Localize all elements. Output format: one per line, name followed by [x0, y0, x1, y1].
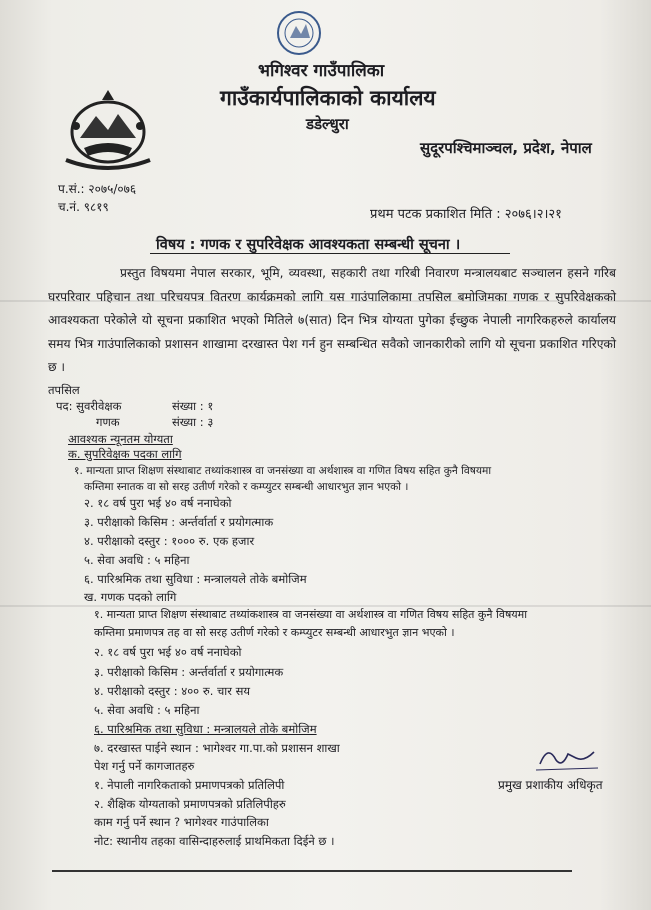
supervisor-item: ४. परीक्षाको दस्तुर : १००० रु. एक हजार — [84, 534, 255, 548]
tapasil-label: तपसिल — [48, 383, 80, 397]
supervisor-item: कम्तिमा स्नातक वा सो सरह उतीर्ण गरेको र कम्प्युटर सम्बन्धी आधारभुत ज्ञान भएको । — [84, 481, 409, 493]
office-title: गाउँकार्यपालिकाको कार्यालय — [220, 86, 436, 110]
supervisor-item: १. मान्यता प्राप्त शिक्षण संस्थाबाट तथ्यांकशास्त्र वा जनसंख्या वा अर्थशास्त्र वा गणित विषय सहित कुनै विषयमा — [74, 465, 492, 477]
subject-heading: विषय : गणक र सुपरिवेक्षक आवश्यकता सम्बन्धी सूचना । — [156, 237, 461, 253]
subject-underline — [150, 253, 510, 254]
enumerator-item: नोट: स्थानीय तहका वासिन्दाहरुलाई प्राथमिकता दिईने छ । — [94, 834, 335, 848]
supervisor-item: २. १८ वर्ष पुरा भई ४० वर्ष ननाघेको — [84, 496, 232, 510]
region-name: सुदूरपश्चिमाञ्चल, प्रदेश, नेपाल — [420, 139, 592, 157]
post-enumerator: गणक — [96, 415, 120, 429]
supervisor-heading: क. सुपरिवेक्षक पदका लागि — [68, 447, 182, 461]
dispatch-number: च.नं. ९८१९ — [58, 200, 109, 214]
post-supervisor-count: संख्या : १ — [172, 399, 214, 413]
post-enumerator-count: संख्या : ३ — [172, 415, 214, 429]
supervisor-item: ५. सेवा अवधि : ५ महिना — [84, 553, 190, 567]
enumerator-item: ४. परीक्षाको दस्तुर : ४०० रु. चार सय — [94, 684, 251, 698]
supervisor-item: ३. परीक्षाको किसिम : अर्न्तर्वार्ता र प्रयोगत्माक — [84, 515, 274, 529]
bottom-rule — [52, 870, 572, 872]
publish-date: प्रथम पटक प्रकाशित मिति : २०७६।२।२१ — [370, 207, 562, 222]
min-qualification-heading: आवश्यक न्यूनतम योग्यता — [68, 432, 173, 446]
enumerator-item: कम्तिमा प्रमाणपत्र तह वा सो सरह उतीर्ण गरेको र कम्प्युटर सम्बन्धी आधारभुत ज्ञान भएको । — [94, 626, 455, 639]
enumerator-item: १. मान्यता प्राप्त शिक्षण संस्थाबाट तथ्यांकशास्त्र वा जनसंख्या वा अर्थशास्त्र वा गणित विषय सहित कुनै विषयमा — [94, 608, 528, 621]
enumerator-item: ५. सेवा अवधि : ५ महिना — [94, 703, 200, 717]
enumerator-item: २. १८ वर्ष पुरा भई ४० वर्ष ननाघेको — [94, 645, 242, 659]
enumerator-item: ६. पारिश्रमिक तथा सुविधा : मन्त्रालयले तोके बमोजिम — [94, 722, 317, 736]
district-name: डडेल्धुरा — [306, 115, 349, 133]
nepal-emblem-icon — [56, 86, 160, 176]
supervisor-item: ६. पारिश्रमिक तथा सुविधा : मन्त्रालयले तोके बमोजिम — [84, 572, 307, 586]
signature-icon — [522, 738, 602, 778]
reference-number: प.सं.: २०७५/०७६ — [58, 182, 137, 196]
fold-line — [0, 605, 651, 607]
enumerator-item: पेश गर्नु पर्ने कागजातहरु — [94, 759, 195, 773]
enumerator-item: १. नेपाली नागरिकताको प्रमाणपत्रको प्रतिलिपी — [94, 778, 285, 792]
enumerator-heading: ख. गणक पदको लागि — [84, 590, 177, 604]
enumerator-item: ३. परीक्षाको किसिम : अर्न्तर्वार्ता र प्रयोगात्मक — [94, 665, 284, 679]
enumerator-item: काम गर्नु पर्ने स्थान ? भागेश्वर गाउंपालिका — [94, 815, 269, 829]
office-name: भगिश्वर गाउँपालिका — [258, 61, 385, 81]
notice-body: प्रस्तुत विषयमा नेपाल सरकार, भूमि, व्यवस्था, सहकारी तथा गरिबी निवारण मन्त्रालयबाट सञ्चालन हसने गरिब घरपरिवार पहिचान तथा परिचयपत्र वितरण कार्यक्रमको लागि यस गाउंपालिकामा तपसिल बमोजिमका गणक र सुपरिवेक्षकको आवश्यकता परेकोले यो सूचना प्रकाशित भएको मितिले ७(सात) दिन भित्र योग्यता पुगेका ईच्छुक नेपाली नागरिकहरुले कार्यालय समय भित्र गाउंपालिकाको प्रशासन शाखामा दरखास्त पेश गर्न हुन सम्बन्धित सवैको जानकारीको लागि यो सूचना प्रकाशित गरिएको छ । — [48, 266, 616, 374]
office-seal-icon — [276, 8, 322, 58]
enumerator-item: ७. दरखास्त पाईने स्थान : भागेश्वर गा.पा.को प्रशासन शाखा — [94, 741, 340, 755]
post-supervisor: पद: सुवरीवेक्षक — [56, 399, 122, 413]
enumerator-item: २. शैक्षिक योग्यताको प्रमाणपत्रको प्रतिलिपीहरु — [94, 797, 286, 811]
signatory-title: प्रमुख प्रशाकीय अधिकृत — [498, 778, 603, 792]
